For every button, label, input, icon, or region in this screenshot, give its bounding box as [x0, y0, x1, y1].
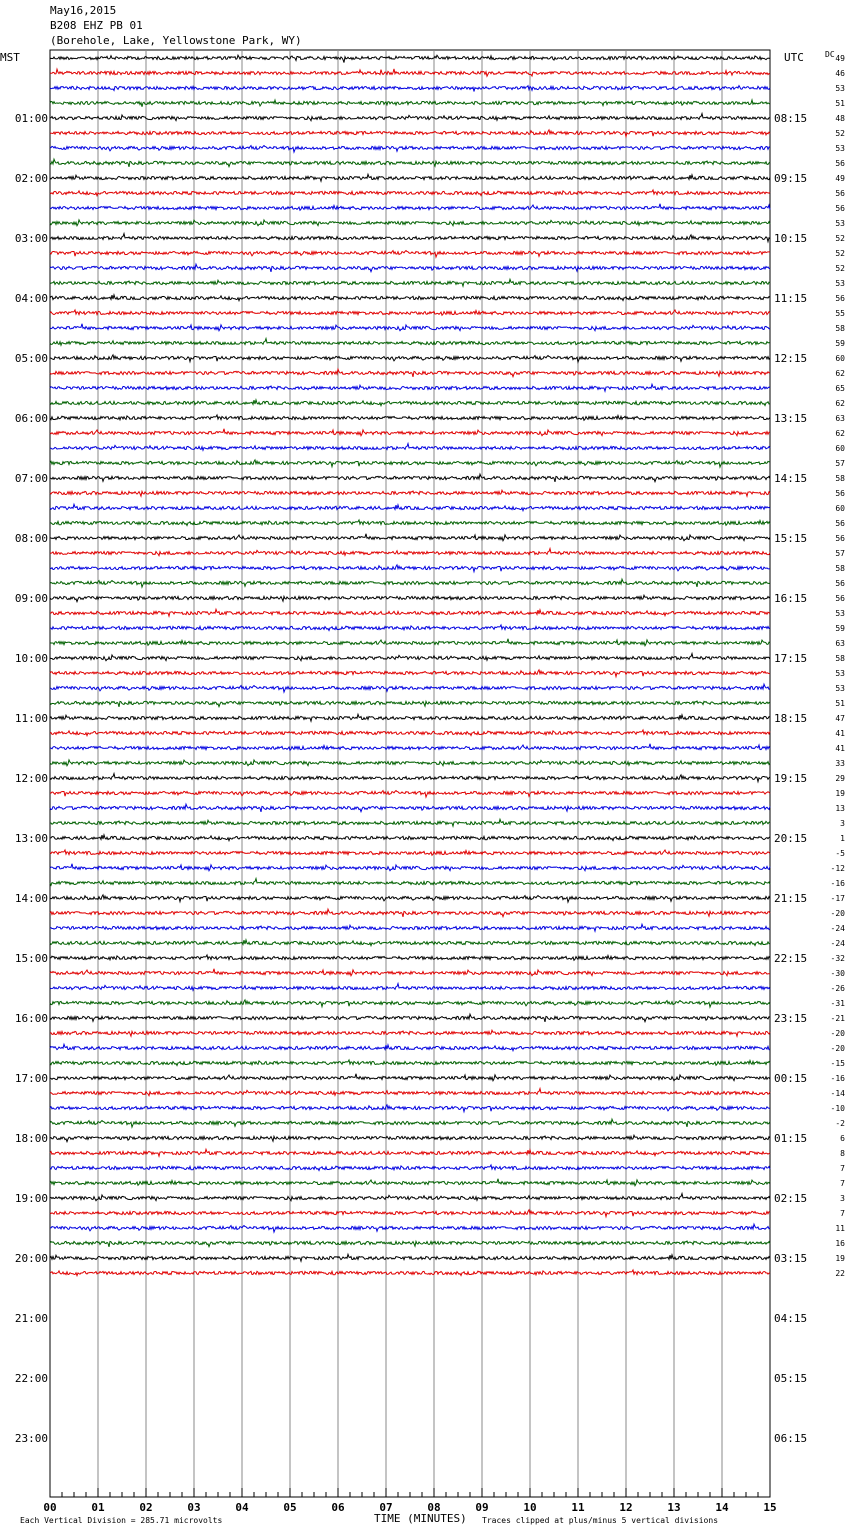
mst-hour-label: 14:00 [14, 892, 48, 905]
x-axis [43, 1488, 776, 1514]
trace-line [50, 1210, 770, 1217]
plot-date: May16,2015 [50, 4, 117, 17]
dc-offset-value: -31 [830, 999, 845, 1008]
trace-line [50, 579, 770, 587]
dc-offset-value: 56 [835, 189, 845, 198]
dc-offset-value: 56 [835, 579, 845, 588]
scale-note: Each Vertical Division = 285.71 microvolts [20, 1516, 223, 1525]
station-id: B208 EHZ PB 01 [50, 19, 143, 32]
trace-line [50, 1194, 770, 1201]
mst-hour-label: 11:00 [14, 712, 48, 725]
trace-line [50, 146, 770, 153]
dc-offset-value: 49 [835, 54, 845, 63]
x-tick-label: 04 [235, 1501, 249, 1514]
dc-offset-value: 55 [835, 309, 845, 318]
trace-line [50, 429, 770, 436]
utc-hour-label: 14:15 [774, 472, 808, 485]
dc-offset-value: 51 [835, 99, 845, 108]
mst-hour-label: 07:00 [14, 472, 48, 485]
trace-line [50, 895, 770, 902]
dc-offset-value: 53 [835, 84, 845, 93]
trace-line [50, 850, 770, 855]
dc-offset-value: -14 [830, 1089, 845, 1098]
utc-hour-label: 12:15 [774, 352, 808, 365]
trace-line [50, 984, 770, 991]
dc-offset-value: 60 [835, 444, 845, 453]
dc-offset-value: 62 [835, 399, 845, 408]
trace-line [50, 1241, 770, 1247]
mst-hour-label: 16:00 [14, 1012, 48, 1025]
dc-offset-value: 53 [835, 609, 845, 618]
dc-offset-value: 11 [835, 1224, 845, 1233]
dc-offset-value: 59 [835, 624, 845, 633]
dc-offset-value: 8 [840, 1149, 845, 1158]
dc-offset-value: 19 [835, 789, 845, 798]
utc-hour-label: 09:15 [774, 172, 808, 185]
dc-offset-value: 33 [835, 759, 845, 768]
trace-line [50, 1030, 770, 1036]
dc-offset-value: 22 [835, 1269, 845, 1278]
x-tick-label: 09 [475, 1501, 489, 1514]
trace-line [50, 909, 770, 917]
dc-offset-value: 57 [835, 549, 845, 558]
trace-line [50, 1224, 770, 1232]
dc-offset-value: 56 [835, 594, 845, 603]
trace-line [50, 625, 770, 631]
dc-offset-value: 56 [835, 519, 845, 528]
dc-offset-value: 41 [835, 729, 845, 738]
dc-offset-value: 60 [835, 504, 845, 513]
trace-line [50, 444, 770, 451]
dc-offset-value: 48 [835, 114, 845, 123]
dc-offset-value: 53 [835, 669, 845, 678]
utc-hour-label: 22:15 [774, 952, 808, 965]
dc-offset-value: 53 [835, 144, 845, 153]
dc-offset-value: -17 [830, 894, 845, 903]
dc-offset-value: -24 [830, 924, 845, 933]
trace-line [50, 159, 770, 167]
trace-line [50, 969, 770, 976]
trace-line [50, 190, 770, 196]
dc-offset-value: -21 [830, 1014, 845, 1023]
x-tick-label: 01 [91, 1501, 105, 1514]
utc-hour-label: 04:15 [774, 1312, 808, 1325]
dc-offset-value: 52 [835, 234, 845, 243]
utc-hour-label: 16:15 [774, 592, 808, 605]
mst-hour-label: 20:00 [14, 1252, 48, 1265]
dc-offset-value: -26 [830, 984, 845, 993]
trace-line [50, 924, 770, 931]
dc-offset-value: 56 [835, 489, 845, 498]
utc-hour-label: 11:15 [774, 292, 808, 305]
mst-hour-label: 18:00 [14, 1132, 48, 1145]
trace-line [50, 1060, 770, 1066]
station-location: (Borehole, Lake, Yellowstone Park, WY) [50, 34, 302, 47]
mst-hour-label: 08:00 [14, 532, 48, 545]
trace-line [50, 595, 770, 602]
trace-line [50, 520, 770, 526]
trace-line [50, 654, 770, 661]
trace-line [50, 879, 770, 886]
dc-offset-value: -16 [830, 1074, 845, 1083]
trace-line [50, 415, 770, 420]
trace-line [50, 310, 770, 315]
mst-hour-label: 15:00 [14, 952, 48, 965]
mst-hour-labels [15, 112, 48, 1445]
trace-line [50, 69, 770, 76]
dc-offset-value: 13 [835, 804, 845, 813]
clip-note: Traces clipped at plus/minus 5 vertical divisions [482, 1516, 719, 1525]
trace-line [50, 384, 770, 391]
trace-line [50, 1165, 770, 1171]
trace-line [50, 864, 770, 871]
trace-line [50, 264, 770, 272]
trace-line [50, 791, 770, 798]
x-axis-title: TIME (MINUTES) [374, 1512, 467, 1525]
trace-line [50, 955, 770, 960]
utc-hour-label: 03:15 [774, 1252, 808, 1265]
dc-offset-value: -16 [830, 879, 845, 888]
mst-hour-label: 23:00 [14, 1432, 48, 1445]
trace-line [50, 565, 770, 572]
trace-line [50, 609, 770, 616]
utc-hour-label: 10:15 [774, 232, 808, 245]
trace-line [50, 1089, 770, 1096]
trace-line [50, 504, 770, 510]
dc-offset-value: -32 [830, 954, 845, 963]
trace-line [50, 714, 770, 721]
utc-hour-label: 21:15 [774, 892, 808, 905]
dc-offset-value: 46 [835, 69, 845, 78]
trace-line [50, 174, 770, 181]
dc-offset-value: 52 [835, 249, 845, 258]
trace-line [50, 684, 770, 692]
trace-line [50, 400, 770, 406]
dc-offset-value: -30 [830, 969, 845, 978]
dc-offset-value: 6 [840, 1134, 845, 1143]
x-tick-label: 08 [427, 1501, 441, 1514]
trace-line [50, 490, 770, 496]
trace-line [50, 774, 770, 782]
trace-line [50, 339, 770, 346]
x-tick-label: 07 [379, 1501, 393, 1514]
trace-line [50, 295, 770, 301]
dc-offset-value: 56 [835, 204, 845, 213]
dc-offset-value: -5 [835, 849, 845, 858]
trace-line [50, 1105, 770, 1112]
trace-line [50, 234, 770, 242]
mst-hour-label: 05:00 [14, 352, 48, 365]
trace-line [50, 534, 770, 541]
trace-line [50, 639, 770, 646]
dc-offset-value: 58 [835, 564, 845, 573]
x-tick-label: 15 [763, 1501, 777, 1514]
utc-hour-label: 18:15 [774, 712, 808, 725]
utc-label: UTC [784, 51, 804, 64]
utc-hour-label: 19:15 [774, 772, 808, 785]
mst-hour-label: 13:00 [14, 832, 48, 845]
dc-offset-value: -2 [835, 1119, 845, 1128]
trace-line [50, 355, 770, 362]
trace-line [50, 220, 770, 226]
dc-offset-value: 49 [835, 174, 845, 183]
utc-hour-label: 05:15 [774, 1372, 808, 1385]
trace-line [50, 730, 770, 736]
utc-hour-label: 17:15 [774, 652, 808, 665]
mst-label: MST [0, 51, 20, 64]
mst-hour-label: 03:00 [14, 232, 48, 245]
dc-offset-value: 3 [840, 819, 845, 828]
dc-offset-value: 53 [835, 279, 845, 288]
mst-hour-label: 10:00 [14, 652, 48, 665]
dc-offset-value: 41 [835, 744, 845, 753]
dc-offset-value: 65 [835, 384, 845, 393]
utc-hour-label: 00:15 [774, 1072, 808, 1085]
utc-hour-label: 15:15 [774, 532, 808, 545]
dc-offset-value: -10 [830, 1104, 845, 1113]
seismic-traces [50, 55, 770, 1275]
trace-line [50, 204, 770, 211]
mst-hour-label: 22:00 [14, 1372, 48, 1385]
dc-offset-value: -24 [830, 939, 845, 948]
dc-offset-value: 56 [835, 534, 845, 543]
dc-offset-value: 7 [840, 1164, 845, 1173]
mst-hour-label: 17:00 [14, 1072, 48, 1085]
trace-line [50, 549, 770, 556]
trace-line [50, 114, 770, 121]
dc-offset-value: 58 [835, 654, 845, 663]
utc-hour-label: 06:15 [774, 1432, 808, 1445]
x-tick-label: 11 [571, 1501, 585, 1514]
trace-line [50, 835, 770, 841]
dc-offset-value: 52 [835, 129, 845, 138]
dc-offset-value: 62 [835, 429, 845, 438]
dc-offset-value: -20 [830, 1044, 845, 1053]
dc-offset-value: -15 [830, 1059, 845, 1068]
dc-offset-value: 16 [835, 1239, 845, 1248]
dc-offset-value: 7 [840, 1209, 845, 1218]
trace-line [50, 1149, 770, 1156]
dc-offset-value: -12 [830, 864, 845, 873]
dc-offset-value: 51 [835, 699, 845, 708]
dc-offset-value: 58 [835, 324, 845, 333]
x-tick-label: 10 [523, 1501, 537, 1514]
trace-line [50, 1254, 770, 1261]
mst-hour-label: 19:00 [14, 1192, 48, 1205]
dc-offset-value: 53 [835, 684, 845, 693]
mst-hour-label: 12:00 [14, 772, 48, 785]
utc-hour-label: 08:15 [774, 112, 808, 125]
trace-line [50, 701, 770, 707]
dc-offset-value: 3 [840, 1194, 845, 1203]
trace-line [50, 760, 770, 766]
trace-line [50, 474, 770, 482]
dc-offset-labels [831, 54, 846, 1278]
utc-hour-label: 13:15 [774, 412, 808, 425]
dc-offset-value: 58 [835, 474, 845, 483]
trace-line [50, 324, 770, 331]
utc-hour-label: 02:15 [774, 1192, 808, 1205]
trace-line [50, 460, 770, 467]
trace-line [50, 86, 770, 92]
x-tick-label: 13 [667, 1501, 681, 1514]
x-tick-label: 05 [283, 1501, 297, 1514]
x-tick-label: 14 [715, 1501, 729, 1514]
dc-offset-value: 53 [835, 219, 845, 228]
mst-hour-label: 21:00 [14, 1312, 48, 1325]
trace-line [50, 55, 770, 62]
trace-line [50, 251, 770, 258]
trace-line [50, 1119, 770, 1127]
x-tick-label: 12 [619, 1501, 633, 1514]
dc-offset-value: 56 [835, 294, 845, 303]
trace-line [50, 940, 770, 946]
dc-offset-value: 52 [835, 264, 845, 273]
dc-offset-value: 29 [835, 774, 845, 783]
mst-hour-label: 06:00 [14, 412, 48, 425]
dc-offset-value: 1 [840, 834, 845, 843]
x-tick-label: 00 [43, 1501, 57, 1514]
dc-offset-value: 7 [840, 1179, 845, 1188]
dc-offset-value: 63 [835, 414, 845, 423]
mst-hour-label: 04:00 [14, 292, 48, 305]
trace-line [50, 1044, 770, 1050]
dc-offset-value: 56 [835, 159, 845, 168]
x-tick-label: 06 [331, 1501, 345, 1514]
dc-label: DC [825, 50, 835, 59]
x-tick-label: 03 [187, 1501, 201, 1514]
dc-offset-value: 47 [835, 714, 845, 723]
trace-line [50, 1074, 770, 1081]
trace-line [50, 279, 770, 286]
trace-line [50, 100, 770, 107]
utc-hour-labels [774, 112, 807, 1445]
trace-line [50, 670, 770, 677]
trace-line [50, 804, 770, 812]
trace-line [50, 1000, 770, 1007]
mst-hour-label: 09:00 [14, 592, 48, 605]
dc-offset-value: 59 [835, 339, 845, 348]
trace-line [50, 1014, 770, 1022]
utc-hour-label: 23:15 [774, 1012, 808, 1025]
mst-hour-label: 02:00 [14, 172, 48, 185]
mst-hour-label: 01:00 [14, 112, 48, 125]
trace-line [50, 1270, 770, 1276]
trace-line [50, 369, 770, 377]
dc-offset-value: -20 [830, 909, 845, 918]
dc-offset-value: 19 [835, 1254, 845, 1263]
dc-offset-value: 60 [835, 354, 845, 363]
trace-line [50, 819, 770, 826]
utc-hour-label: 01:15 [774, 1132, 808, 1145]
dc-offset-value: -20 [830, 1029, 845, 1038]
trace-line [50, 130, 770, 137]
dc-offset-value: 63 [835, 639, 845, 648]
utc-hour-label: 20:15 [774, 832, 808, 845]
trace-line [50, 1179, 770, 1186]
dc-offset-value: 57 [835, 459, 845, 468]
x-tick-label: 02 [139, 1501, 153, 1514]
trace-line [50, 744, 770, 751]
trace-line [50, 1135, 770, 1142]
dc-offset-value: 62 [835, 369, 845, 378]
